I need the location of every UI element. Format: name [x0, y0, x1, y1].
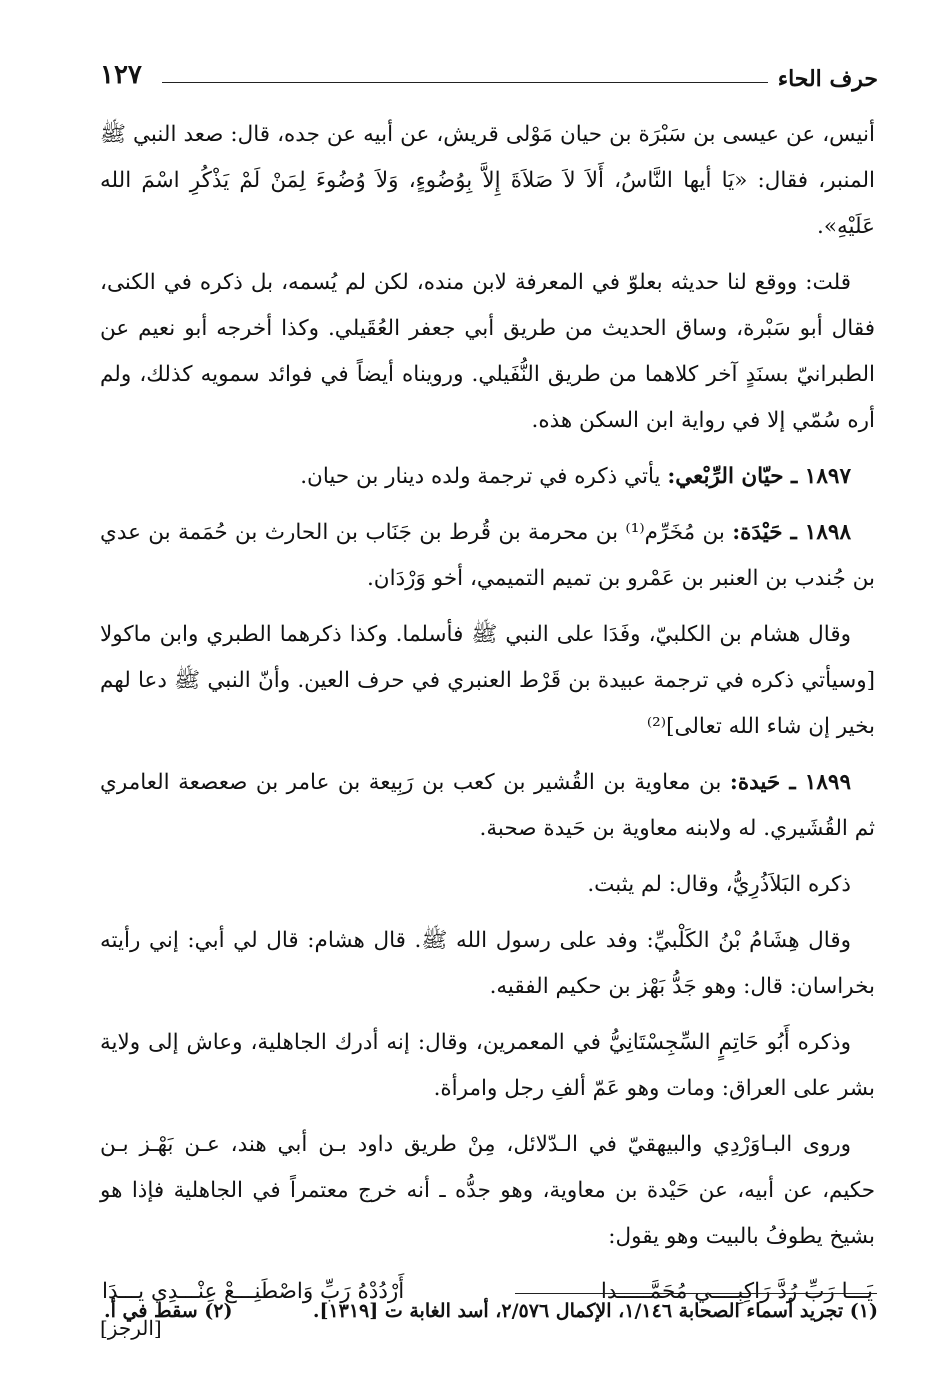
entry-1897	[100, 454, 875, 500]
footnote-2: (٢) سقط في أ.	[104, 1300, 233, 1322]
paragraph-note: قلت: ووقع لنا حديثه بعلوّ في المعرفة لابن منده، لكن لم يُسمه، بل ذكره في الكنى، فقال أبو سَبْرة، وساق الحديث من طريق أبي جعفر العُقَيلي. وكذا أخرجه أبو نعيم عن الطبرانيّ بسنَدٍ آخر كلاهما من طريق النُّفَيلي. ورويناه أيضاً في فوائد سمويه كذلك، ولم أره سُمّي إلا في رواية ابن السكن هذه.	[100, 270, 875, 433]
footnote-1: (١) تجريد أسماء الصحابة ١/١٤٦، الإكمال ٢/٥٧٦، أسد الغابة ت [١٣١٩].	[312, 1300, 878, 1322]
paragraph-hadith: أنيس، عن عيسى بن سَبْرَة بن حيان مَوْلى قريش، عن أبيه عن جده، قال: صعد النبي ﷺ المنبر، فقال: «يَا أيها النَّاسُ، أَلاَ لاَ صَلاَةَ إِلاَّ بِوُضُوءٍ، وَلاَ وُضُوءَ لِمَنْ لَمْ يَذْكُرِ اسْمَ الله عَلَيْهِ».	[100, 122, 875, 239]
running-title: حرف الحاء	[777, 66, 878, 92]
entry-text: بن معاوية بن القُشير بن كعب بن رَبِيعة بن عامر بن صعصعة العامري ثم القُشَيري. له ولابنه معاوية بن حَيدة صحبة.	[100, 770, 875, 841]
entry-1898	[100, 510, 875, 602]
footnotes	[100, 1300, 878, 1334]
entry-heading: ١٨٩٩ ـ حَيدة:	[729, 770, 851, 795]
page-body	[100, 112, 875, 1346]
hemistich-second: أَرْدُدْهُ رَبِّ وَاصْطَنِـــعْ عِنْـــدِي يـــدَا	[102, 1279, 405, 1304]
paragraph-kalbi: وقال هشام بن الكلبيّ، وفَدَا على النبي ﷺ فأسلما. وكذا ذكرهما الطبري وابن ماكولا [وسيأتي ذكره في ترجمة عبيدة بن قَرْط العنبري في حرف العين. وأنّ النبي ﷺ دعا لهم بخير إن شاء الله تعالى]⁽²⁾	[100, 622, 875, 739]
page-header	[100, 58, 878, 98]
header-rule	[162, 82, 768, 83]
entry-heading: ١٨٩٧ ـ حيّان الرِّبْعي:	[667, 464, 851, 489]
entry-text: يأتي ذكره في ترجمة ولده دينار بن حيان.	[300, 464, 668, 489]
page-number: ١٢٧	[100, 60, 142, 90]
paragraph-bawardi: وروى البـاوَرْدِي والبيهقيّ في الـدّلائل، مِنْ طريق داود بـن أبي هند، عـن بَهْـز بـن حكيم، عن أبيه، عن حَيْدة بن معاوية، وهو جدُّه ـ أنه خرج معتمراً في الجاهلية فإذا هو بشيخ يطوفُ بالبيت وهو يقول:	[100, 1132, 875, 1249]
paragraph-baladhuri: ذكره البَلاَذُرِيُّ، وقال: لم يثبت.	[587, 872, 851, 897]
paragraph-hisham: وقال هِشَامُ بْنُ الكَلْبيِّ: وفد على رسول الله ﷺ. قال هشام: قال لي أبي: إني رأيته بخراسان: قال: وهو جَدُّ بَهْز بن حكيم الفقيه.	[100, 928, 875, 999]
poem-meter: [الرجز]	[100, 1316, 162, 1340]
footnote-rule	[515, 1293, 877, 1294]
hemistich-first: يَـــا رَبِّ رُدَّ رَاكِبِــــي مُحَمَّـــــدا	[600, 1279, 873, 1304]
entry-1899	[100, 760, 875, 852]
entry-text: بن مُخَرِّم⁽¹⁾ بن محرمة بن قُرط بن جَنَاب بن الحارث بن حُمَمة بن عدي بن جُندب بن العنبر بن عَمْرو بن تميم التميمي، أخو وَرْدَان.	[100, 520, 875, 591]
entry-heading: ١٨٩٨ ـ حَيْدَة:	[732, 520, 851, 545]
paragraph-sijistani: وذكره أَبُو حَاتِمٍ السِّجِسْتَانِيُّ في المعمرين، وقال: إنه أدرك الجاهلية، وعاش إلى ولاية بشر على العراق: ومات وهو عَمّ ألفِ رجل وامرأة.	[100, 1030, 875, 1101]
